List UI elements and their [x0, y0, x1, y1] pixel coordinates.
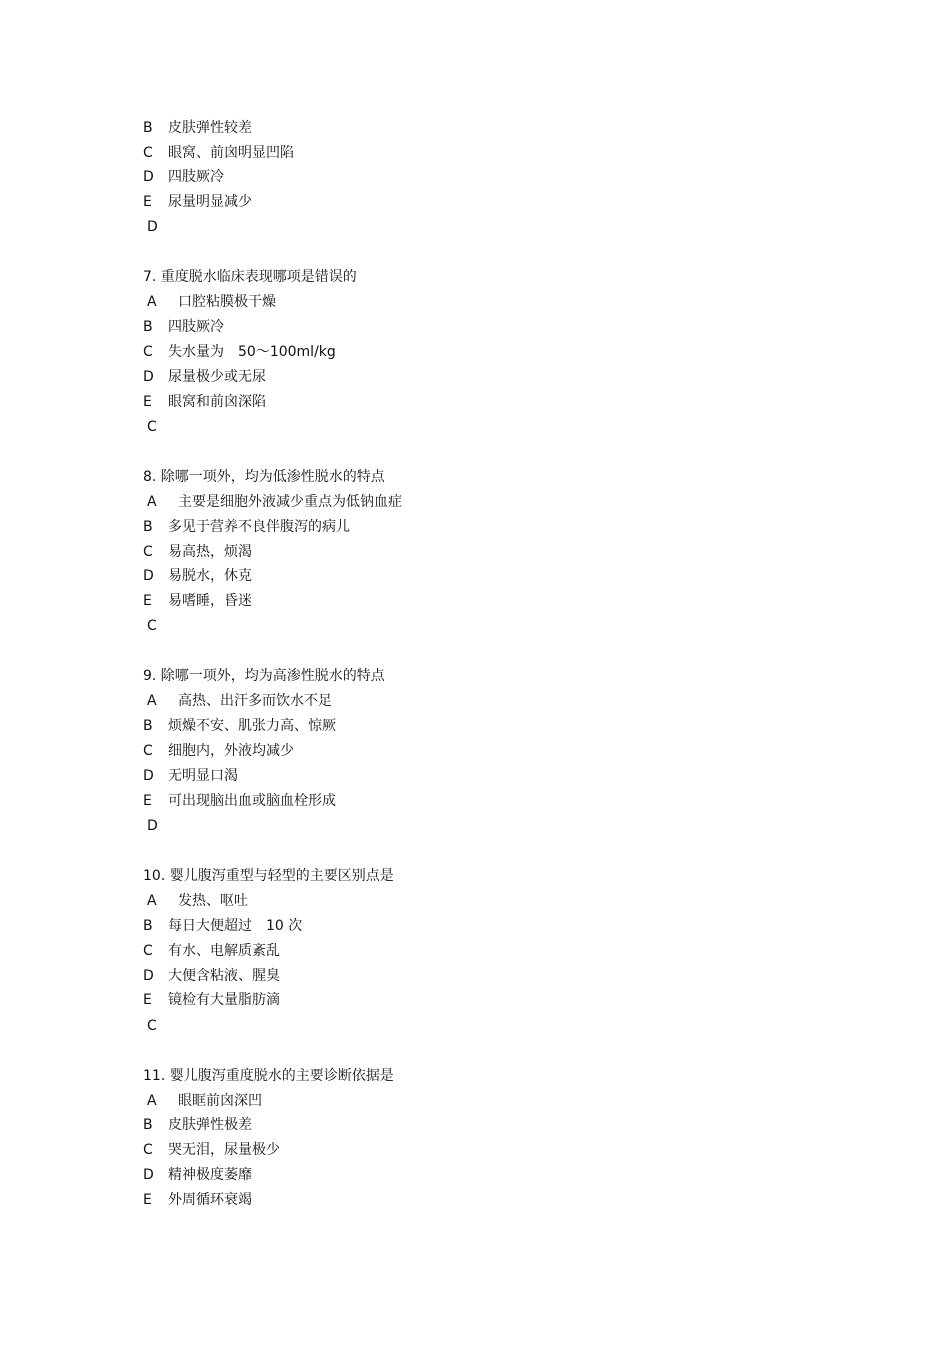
option-line	[143, 190, 252, 215]
option-letter: A	[147, 294, 157, 310]
option-letter: A	[147, 1093, 157, 1109]
option-line	[143, 988, 280, 1013]
option-text: 哭无泪，尿量极少	[168, 1142, 280, 1158]
option-line	[143, 340, 336, 365]
option-letter: C	[143, 544, 153, 560]
option-text: 眼眶前囟深凹	[178, 1093, 262, 1109]
option-text: 外周循环衰竭	[168, 1192, 252, 1208]
option-text: 大便含粘液、腥臭	[168, 968, 280, 984]
option-line	[143, 739, 294, 764]
option-letter: D	[143, 169, 154, 185]
option-letter: B	[143, 120, 153, 136]
option-letter: E	[143, 992, 152, 1008]
question-title: 10. 婴儿腹泻重型与轻型的主要区别点是	[143, 868, 394, 884]
answer-line: D	[147, 219, 158, 235]
option-text: 精神极度萎靡	[168, 1167, 252, 1183]
option-text: 皮肤弹性极差	[168, 1117, 252, 1133]
option-letter: C	[143, 1142, 153, 1158]
option-text: 镜检有大量脂肪滴	[168, 992, 280, 1008]
option-line	[143, 290, 276, 315]
option-letter: E	[143, 194, 152, 210]
option-line	[143, 365, 266, 390]
option-letter: B	[143, 918, 153, 934]
option-line	[143, 1163, 252, 1188]
option-text: 多见于营养不良伴腹泻的病儿	[168, 519, 350, 535]
question-title: 9. 除哪一项外，均为高渗性脱水的特点	[143, 668, 385, 684]
option-line	[143, 589, 252, 614]
answer-line: C	[147, 618, 157, 634]
option-text: 尿量极少或无尿	[168, 369, 266, 385]
option-line	[143, 1188, 252, 1213]
option-letter: B	[143, 1117, 153, 1133]
option-letter: E	[143, 394, 152, 410]
option-line	[143, 390, 266, 415]
option-text: 四肢厥冷	[168, 319, 224, 335]
option-line	[143, 141, 294, 166]
option-text: 易脱水，休克	[168, 568, 252, 584]
option-line	[143, 689, 332, 714]
option-line	[143, 914, 302, 939]
option-letter: D	[143, 968, 154, 984]
option-letter: E	[143, 793, 152, 809]
option-letter: C	[143, 743, 153, 759]
option-line	[143, 564, 252, 589]
question-title: 8. 除哪一项外，均为低渗性脱水的特点	[143, 469, 385, 485]
option-line	[143, 964, 280, 989]
question-title: 11. 婴儿腹泻重度脱水的主要诊断依据是	[143, 1068, 394, 1084]
option-letter: A	[147, 494, 157, 510]
question-title: 7. 重度脱水临床表现哪项是错误的	[143, 269, 357, 285]
option-line	[143, 515, 350, 540]
option-text: 细胞内，外液均减少	[168, 743, 294, 759]
option-text: 失水量为 50～100ml/kg	[168, 344, 336, 360]
option-letter: D	[143, 1167, 154, 1183]
option-line	[143, 540, 252, 565]
option-line	[143, 714, 336, 739]
option-text: 无明显口渴	[168, 768, 238, 784]
option-line	[143, 165, 224, 190]
option-text: 高热、出汗多而饮水不足	[178, 693, 332, 709]
option-letter: D	[143, 768, 154, 784]
option-text: 四肢厥冷	[168, 169, 224, 185]
answer-line: D	[147, 818, 158, 834]
option-line	[143, 315, 224, 340]
option-letter: D	[143, 568, 154, 584]
option-text: 皮肤弹性较差	[168, 120, 252, 136]
option-text: 易高热，烦渴	[168, 544, 252, 560]
option-line	[143, 939, 280, 964]
option-letter: C	[143, 344, 153, 360]
option-text: 发热、呕吐	[178, 893, 248, 909]
answer-line: C	[147, 419, 157, 435]
option-text: 烦燥不安、肌张力高、惊厥	[168, 718, 336, 734]
option-text: 眼窝、前囟明显凹陷	[168, 145, 294, 161]
option-text: 有水、电解质紊乱	[168, 943, 280, 959]
option-text: 每日大便超过 10 次	[168, 918, 303, 934]
option-text: 易嗜睡，昏迷	[168, 593, 252, 609]
option-letter: C	[143, 145, 153, 161]
option-line	[143, 1138, 280, 1163]
option-letter: D	[143, 369, 154, 385]
option-letter: B	[143, 319, 153, 335]
option-letter: C	[143, 943, 153, 959]
option-letter: B	[143, 718, 153, 734]
option-text: 尿量明显减少	[168, 194, 252, 210]
option-text: 可出现脑出血或脑血栓形成	[168, 793, 336, 809]
option-line	[143, 490, 402, 515]
option-letter: A	[147, 693, 157, 709]
option-line	[143, 889, 248, 914]
option-line	[143, 764, 238, 789]
option-line	[143, 1089, 262, 1114]
option-letter: A	[147, 893, 157, 909]
option-letter: E	[143, 1192, 152, 1208]
option-line	[143, 1113, 252, 1138]
option-text: 眼窝和前囟深陷	[168, 394, 266, 410]
option-letter: E	[143, 593, 152, 609]
option-line	[143, 789, 336, 814]
option-text: 口腔粘膜极干燥	[178, 294, 276, 310]
option-letter: B	[143, 519, 153, 535]
option-line	[143, 116, 252, 141]
option-text: 主要是细胞外液减少重点为低钠血症	[178, 494, 402, 510]
answer-line: C	[147, 1018, 157, 1034]
